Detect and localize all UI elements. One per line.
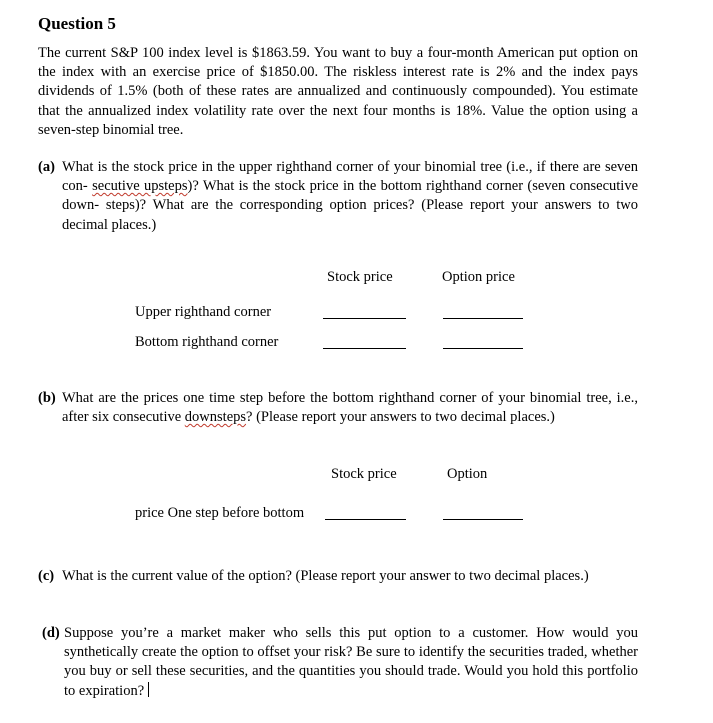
- question-title: Question 5: [38, 14, 116, 33]
- part-b-option-blank[interactable]: [443, 519, 523, 520]
- part-a-upper-option-blank[interactable]: [443, 318, 523, 319]
- part-b-prompt: [38, 389, 638, 427]
- part-c-text: What is the current value of the option? (Please report your answer to two decimal places.): [62, 568, 589, 584]
- part-a-prompt: [38, 158, 638, 235]
- part-a-bottom-option-blank[interactable]: [443, 348, 523, 349]
- part-b-text: What are the prices one time step before the bottom righthand corner of your binomial tree, i.e., after six consecutive downsteps? (Please report your answers to two decimal places.): [62, 390, 638, 426]
- part-d-prompt: [42, 624, 638, 701]
- part-d-label: (d): [42, 625, 60, 641]
- part-b-stock-blank[interactable]: [325, 519, 406, 520]
- part-b-stock-price-header: Stock price: [331, 466, 397, 482]
- part-a-bottom-stock-blank[interactable]: [323, 348, 406, 349]
- part-b-row-label: price One step before bottom: [135, 505, 305, 521]
- part-a-bottom-row-label: Bottom righthand corner: [135, 334, 279, 350]
- part-c-prompt: [38, 567, 658, 586]
- part-a-upper-stock-blank[interactable]: [323, 318, 406, 319]
- part-a-upper-row-label: Upper righthand corner: [135, 304, 272, 320]
- part-b-spellcheck-word: downsteps: [184, 409, 247, 426]
- question-intro: The current S&P 100 index level is $1863.59. You want to buy a four-month American put option on the index with an exercise price of $1850.00. The riskless interest rate is 2% and the index pays dividends of 1.5% (both of these rates are annualized and continuously compounded). You estimate that the annualized index volatility rate over the next four months is 18%. Value the option using a seven-step binomial tree.: [38, 45, 638, 138]
- part-a-option-price-header: Option price: [442, 269, 515, 285]
- part-b-option-header: Option: [447, 466, 488, 482]
- part-a-spellcheck-word: secutive upsteps: [92, 178, 188, 195]
- part-d-text[interactable]: Suppose you’re a market maker who sells this put option to a customer. How would you synthetically create the option to offset your risk? Be sure to identify the securities traded, whether you buy or sell these securities, and the quantities you should trade. Would you hold this portfolio to expiration?: [64, 625, 638, 699]
- part-b-label: (b): [38, 390, 56, 406]
- part-c-label: (c): [38, 568, 55, 584]
- part-a-label: (a): [38, 159, 55, 175]
- part-a-stock-price-header: Stock price: [327, 269, 393, 285]
- text-cursor: [148, 682, 149, 697]
- part-a-text: What is the stock price in the upper righthand corner of your binomial tree (i.e., if there are seven con- secutive upsteps)? What is the stock price in the bottom righthand corner (seven consecutive down- steps)? What are the corresponding option prices? (Please report your answers to two decimal places.): [62, 159, 639, 233]
